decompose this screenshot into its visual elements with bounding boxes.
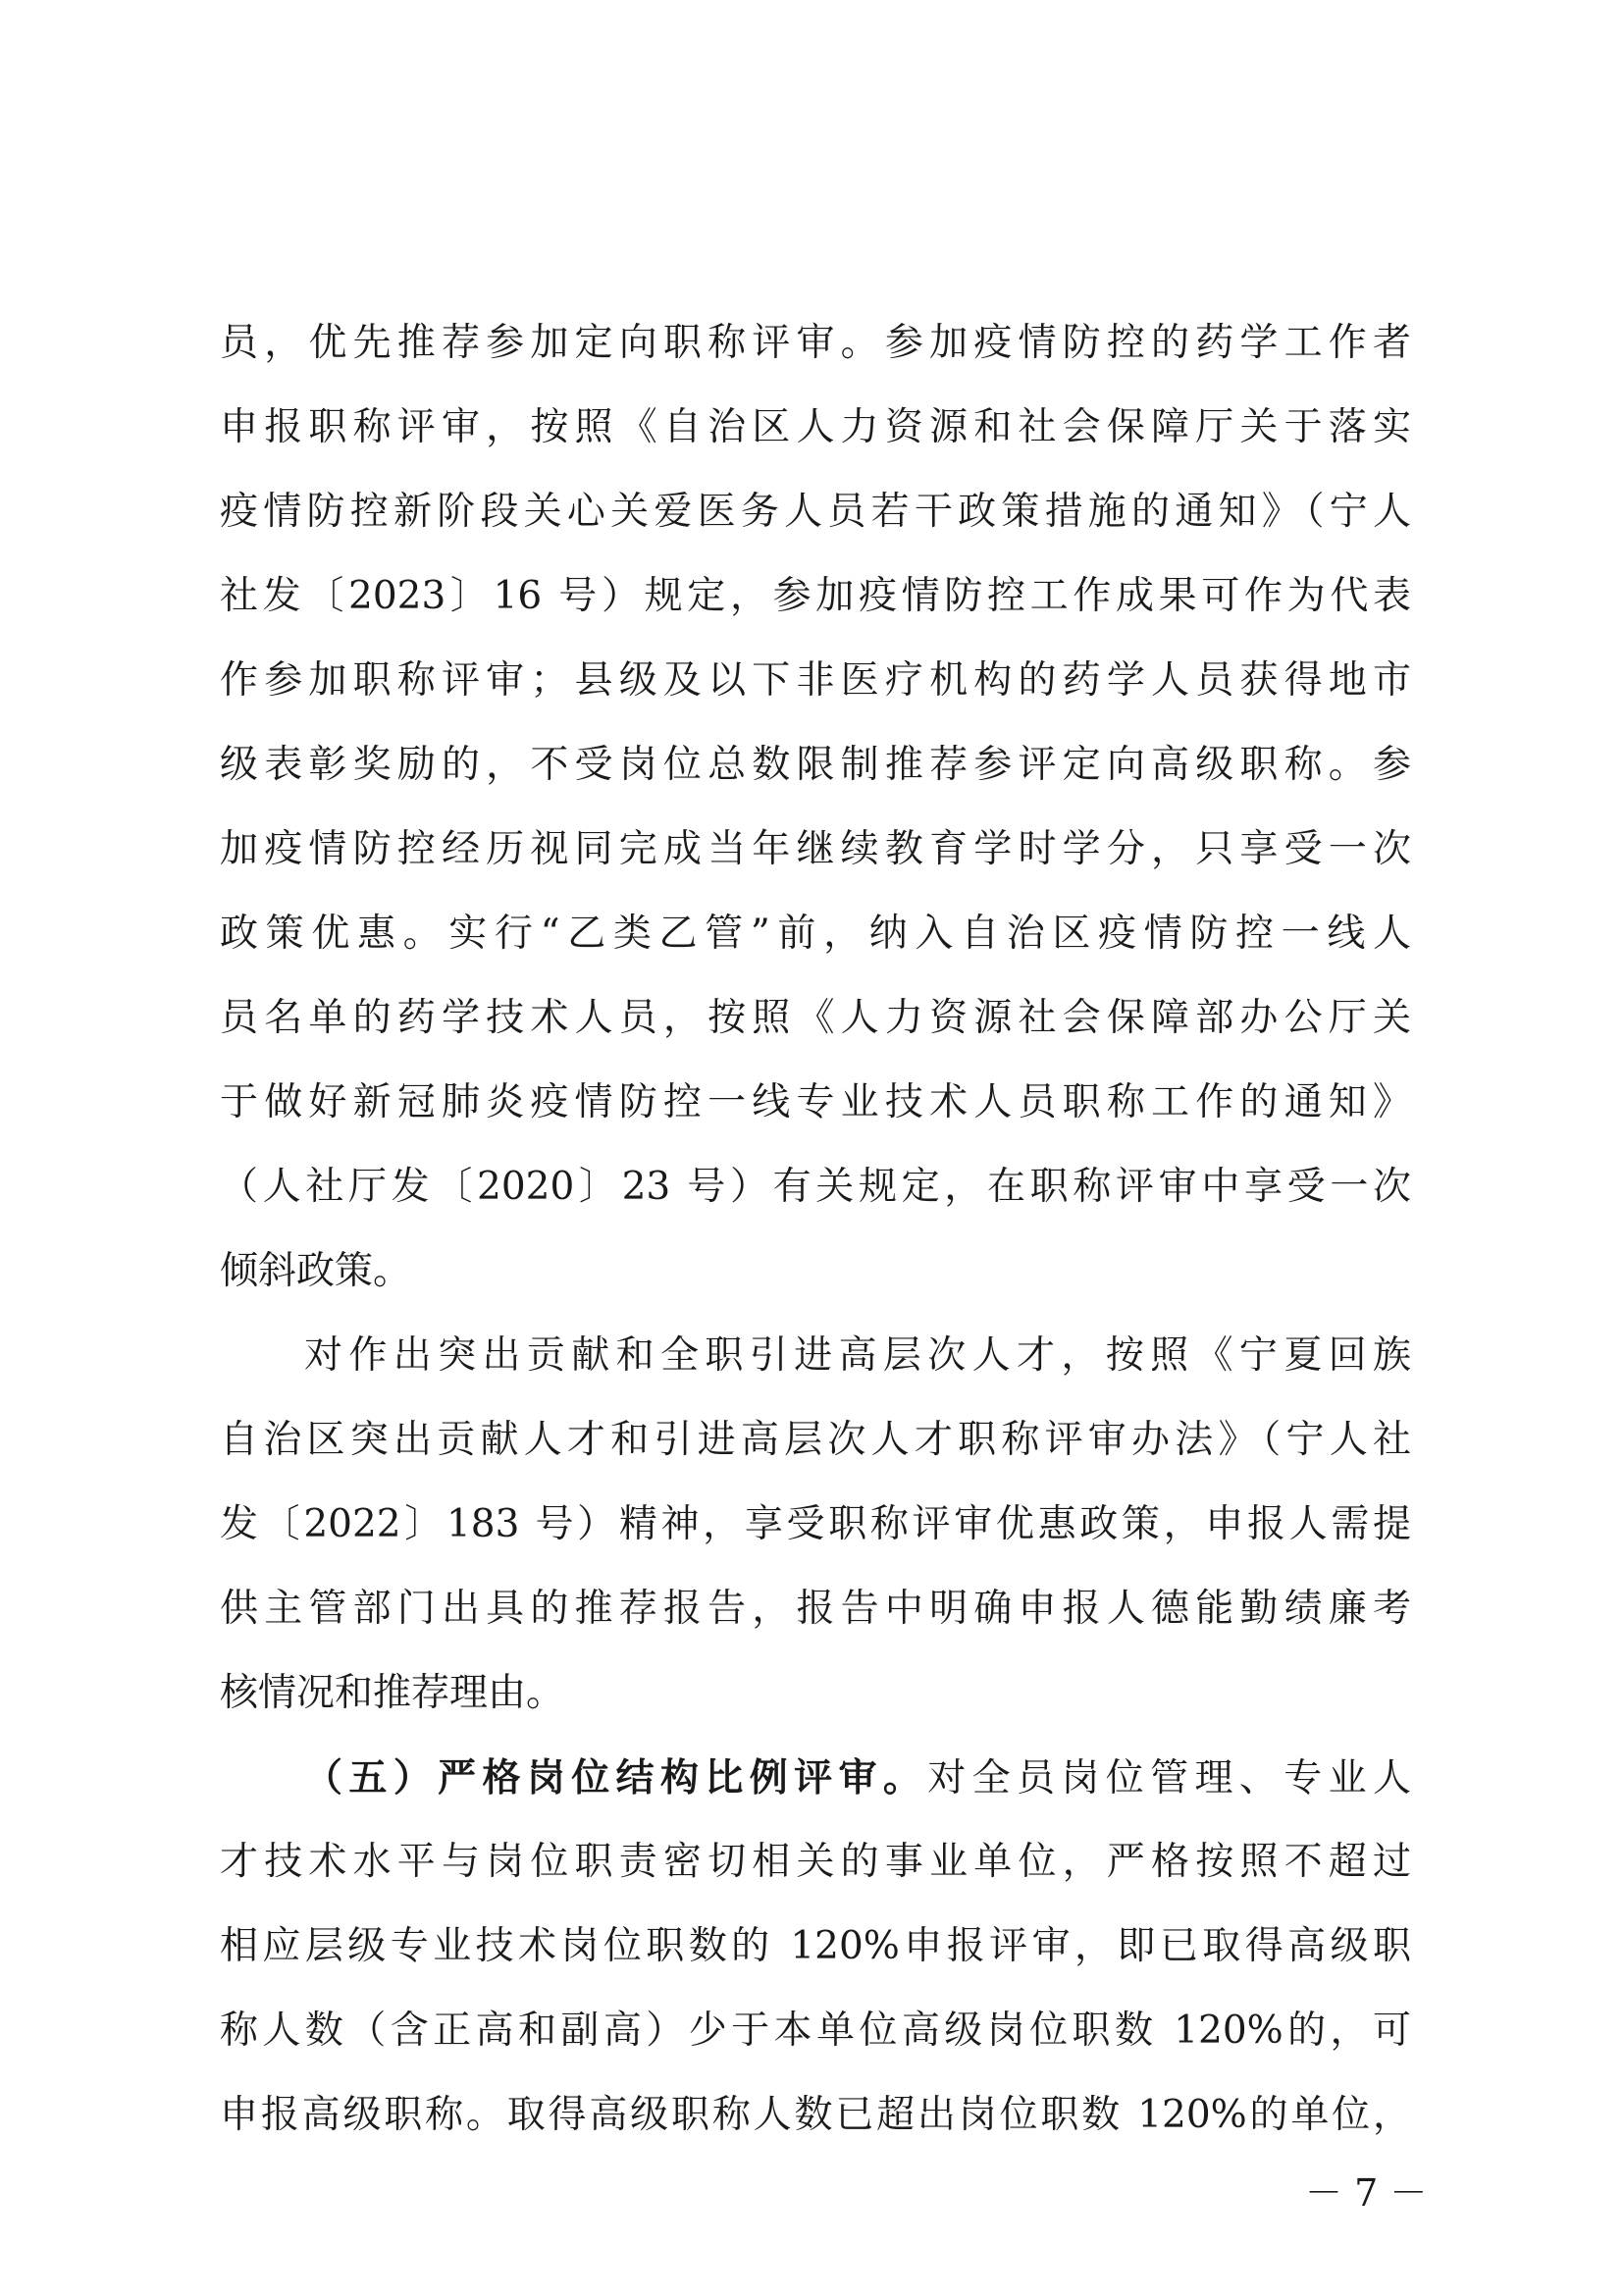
text-line-2: 申报职称评审，按照《自治区人力资源和社会保障厅关于落实 (220, 405, 1411, 449)
text-line-3: 疫情防控新阶段关心关爱医务人员若干政策措施的通知》（宁人 (220, 490, 1411, 534)
section-heading-continuation: 对全员岗位管理、专业人 (927, 1756, 1411, 1800)
text-line-15: 发〔2022〕183 号）精神，享受职称评审优惠政策，申报人需提 (220, 1502, 1411, 1546)
text-line-12: 倾斜政策。 (220, 1249, 412, 1293)
text-line-17: 核情况和推荐理由。 (220, 1671, 565, 1715)
text-line-22: 申报高级职称。取得高级职称人数已超出岗位职数 120%的单位， (220, 2093, 1411, 2137)
section-heading-line (304, 1750, 1411, 1805)
text-line-9: 员名单的药学技术人员，按照《人力资源社会保障部办公厅关 (220, 996, 1411, 1040)
text-line-4: 社发〔2023〕16 号）规定，参加疫情防控工作成果可作为代表 (220, 574, 1411, 618)
text-line-8: 政策优惠。实行“乙类乙管”前，纳入自治区疫情防控一线人 (220, 912, 1411, 956)
text-line-7: 加疫情防控经历视同完成当年继续教育学时学分，只享受一次 (220, 827, 1411, 871)
section-heading: （五）严格岗位结构比例评审。 (304, 1755, 928, 1800)
page-number: － 7 － (1305, 2171, 1428, 2215)
text-line-6: 级表彰奖励的，不受岗位总数限制推荐参评定向高级职称。参 (220, 743, 1411, 787)
text-line-21: 称人数（含正高和副高）少于本单位高级岗位职数 120%的，可 (220, 2009, 1411, 2053)
text-line-20: 相应层级专业技术岗位职数的 120%申报评审，即已取得高级职 (220, 1924, 1411, 1968)
text-line-5: 作参加职称评审；县级及以下非医疗机构的药学人员获得地市 (220, 658, 1411, 703)
text-line-11: （人社厅发〔2020〕23 号）有关规定，在职称评审中享受一次 (220, 1165, 1411, 1209)
text-line-16: 供主管部门出具的推荐报告，报告中明确申报人德能勤绩廉考 (220, 1587, 1411, 1631)
text-line-1: 员，优先推荐参加定向职称评审。参加疫情防控的药学工作者 (220, 321, 1411, 365)
text-line-14: 自治区突出贡献人才和引进高层次人才职称评审办法》（宁人社 (220, 1418, 1411, 1462)
text-line-19: 才技术水平与岗位职责密切相关的事业单位，严格按照不超过 (220, 1840, 1411, 1884)
text-line-13: 对作出突出贡献和全职引进高层次人才，按照《宁夏回族 (304, 1333, 1411, 1378)
text-line-10: 于做好新冠肺炎疫情防控一线专业技术人员职称工作的通知》 (220, 1080, 1411, 1124)
